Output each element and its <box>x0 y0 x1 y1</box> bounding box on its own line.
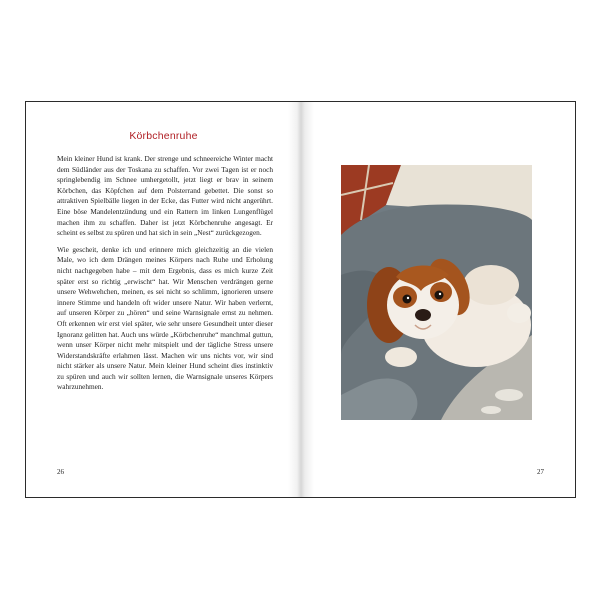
body-text <box>57 154 273 399</box>
chapter-title: Körbchenruhe <box>129 130 198 142</box>
page-number-left: 26 <box>57 468 64 476</box>
paragraph: Wie gescheit, denke ich und erinnere mich gleichzeitig an die vielen Male, wo ich dem Drängen meines Körpers nach Ruhe und Erholung nicht nachgegeben habe – mit dem Ergebnis, dass es mich kurze Zeit später erst so richtig „erwischt“ hat. Wir Menschen verdrängen gerne unsere Wehwehchen, meinen, es sei nicht so schlimm, ignorieren unsere innere Stimme und handeln oft wider unsere Natur. Wir haben verlernt, auf unseren Körper zu „hören“ und seine Warnsignale ernst zu nehmen. Oft erkennen wir erst viel später, wie sehr unsere Gesundheit unter dieser Ignoranz gelitten hat. Auch uns würde „Körbchenruhe“ manchmal guttun, wenn unser Körper nicht mehr mitspielt und der tägliche Stress unsere Widerstandskräfte erlahmen lässt. Machen wir uns nichts vor, wir sind nicht stärker als unsere Natur. Mein kleiner Hund scheint dies instinktiv zu spüren und auch wir sollten lernen, die Warnsignale unseres Körpers wahrzunehmen. <box>57 244 273 392</box>
book-gutter <box>288 102 314 497</box>
page-number-right: 27 <box>537 468 544 476</box>
left-page <box>26 102 301 497</box>
dog-photo-illustration <box>341 165 532 420</box>
dog-nose <box>415 309 431 321</box>
dog-photo <box>341 165 532 420</box>
open-book <box>25 101 576 498</box>
dog-eye-right <box>435 291 444 300</box>
paragraph: Mein kleiner Hund ist krank. Der strenge und schneereiche Winter macht dem Südländer aus der Toskana zu schaffen. Vor zwei Tagen ist er noch springlebendig im Schnee umhergetollt, jetzt liegt er brav in seinem Körbchen, das Köpfchen auf dem Polsterrand gebettet. Die sonst so attraktiven Spielbälle liegen in der Ecke, das Futter wird nicht angerührt. Eine böse Mandelentzündung und ein Rattern im linken Lungenflügel machen ihm zu schaffen. Daher ist jetzt Körbchenruhe angesagt. Er scheint es selbst zu spüren und hat sich in sein „Nest“ zurückgezogen. <box>57 154 273 238</box>
dog-eye-left <box>403 295 412 304</box>
right-page <box>301 102 575 497</box>
